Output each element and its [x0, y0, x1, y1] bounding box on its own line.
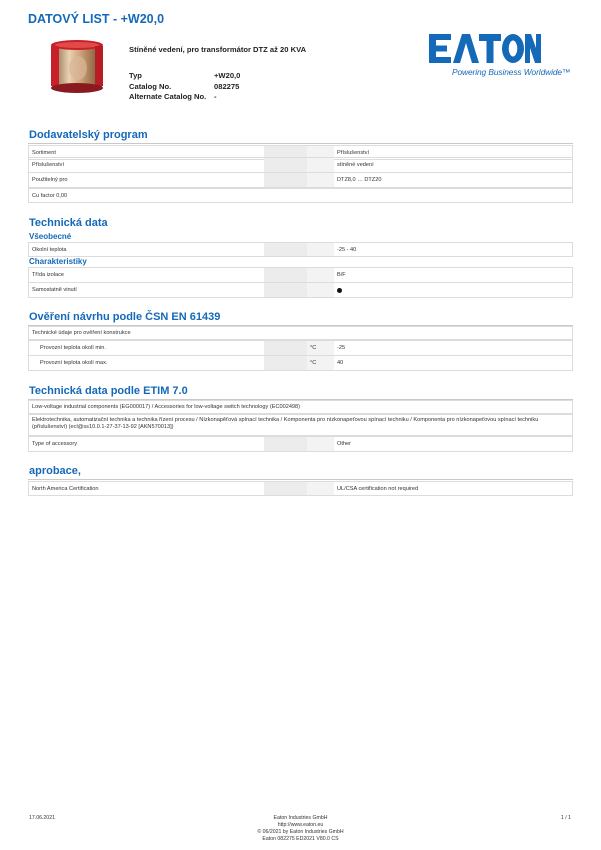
- eaton-logo: [429, 33, 541, 65]
- spec-value: +W20,0: [214, 71, 241, 80]
- product-image: [48, 36, 106, 96]
- row-value: -25: [337, 345, 346, 351]
- row-label: Samostatně vinutí: [32, 287, 77, 293]
- spec-list: [129, 71, 274, 103]
- row-value: -25 - 40: [337, 246, 357, 253]
- row-value: DTZ8,0 … DTZ20: [337, 177, 382, 183]
- table-row: [28, 481, 573, 496]
- row-label: Třída izolace: [32, 272, 65, 278]
- section-title-etim: Technická data podle ETIM 7.0: [29, 385, 188, 397]
- row-label: Provozní teplota okolí max.: [40, 360, 108, 366]
- row-value: stíněné vedení: [337, 162, 374, 168]
- spec-label: Typ: [129, 71, 142, 80]
- footer-doc-id: Eaton 082275 ED2021 V80.0 CS: [262, 836, 339, 842]
- table-row: [28, 242, 573, 257]
- row-label: Cu factor 0,00: [32, 192, 68, 199]
- footer-date: 17.06.2021: [29, 815, 55, 821]
- row-label: Technické údaje pro ověření konstrukce: [32, 330, 131, 336]
- footer-company: Eaton Industries GmbH: [273, 815, 328, 821]
- row-label: North America Certification: [32, 485, 99, 492]
- spec-label: Catalog No.: [129, 81, 172, 91]
- table-row: [28, 414, 573, 436]
- row-value: [337, 283, 342, 297]
- row-label: Okolní teplota: [32, 246, 67, 253]
- tagline: Powering Business Worldwide™: [452, 67, 571, 77]
- spec-row: [129, 82, 274, 93]
- table-row: [28, 157, 573, 173]
- table-row: [28, 188, 573, 203]
- section-divider: [28, 479, 573, 480]
- row-value: Příslušenství: [337, 149, 370, 156]
- section-title-supplier-program: Dodavatelský program: [29, 129, 148, 141]
- table-row: [28, 400, 573, 414]
- spec-value: -: [214, 92, 217, 101]
- etim-classification-detail: Elektrotechnika, automatizační technika a technika řízení procesu / Nízkonapěťová spínací technika / Komponenta pro nízkonapeťovou spínací techniku / Komponenta pro nízkonapeťovou spínací techniku (příslušenství) (ecl@ss10.0.1-27-37-13-92 [AKN570013]): [32, 417, 539, 431]
- row-unit: °C: [310, 345, 317, 351]
- row-unit: °C: [310, 360, 317, 366]
- row-value: 40: [337, 360, 344, 366]
- subsection-title-general: Všeobecné: [29, 232, 72, 241]
- row-value: UL/CSA certification not required: [337, 485, 419, 492]
- table-row: [28, 326, 573, 340]
- table-row: [28, 355, 573, 371]
- section-title-technical-data: Technická data: [29, 217, 108, 229]
- section-title-approvals: aprobace,: [29, 465, 81, 477]
- table-row: [28, 172, 573, 188]
- row-label: Sortiment: [32, 149, 56, 156]
- etim-classification: Low-voltage industrial components (EG000017) / Accessories for low-voltage switch technology (EC002498): [32, 404, 301, 410]
- row-value: Other: [337, 441, 351, 447]
- table-row: [28, 267, 573, 283]
- row-value: B/F: [337, 272, 346, 278]
- spec-value: 082275: [214, 81, 240, 91]
- spec-label: Alternate Catalog No.: [129, 92, 207, 101]
- row-label: Provozní teplota okolí min.: [40, 345, 106, 351]
- bullet-indicator: [337, 288, 342, 293]
- footer-url[interactable]: http://www.eaton.eu: [277, 822, 324, 828]
- section-title-design-verification: Ověření návrhu podle ČSN EN 61439: [29, 311, 221, 323]
- table-row: [28, 340, 573, 356]
- subsection-title-characteristics: Charakteristiky: [29, 257, 87, 266]
- spec-row: [129, 71, 274, 82]
- footer-copyright: © 06/2021 by Eaton Industries GmbH: [257, 829, 344, 835]
- row-label: Type of accessory: [32, 441, 78, 447]
- table-row: [28, 282, 573, 298]
- spec-row: [129, 92, 274, 103]
- section-divider: [28, 143, 573, 144]
- table-row: [28, 436, 573, 452]
- product-description: Stíněné vedení, pro transformátor DTZ až 20 KVA: [129, 45, 307, 54]
- footer-page-number: 1 / 1: [560, 815, 571, 821]
- row-label: Příslušenství: [32, 162, 65, 168]
- page-title: DATOVÝ LIST - +W20,0: [28, 12, 165, 26]
- row-label: Použitelný pro: [32, 177, 68, 183]
